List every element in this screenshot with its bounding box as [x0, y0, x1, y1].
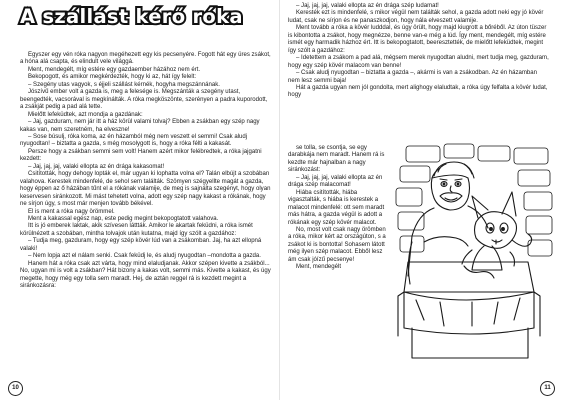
- paragraph: No, most volt csak nagy örömben a róka, mikor kért az országúton, s a zsákot ki is bontotta! Sohasem látott még ilyen szép malacot. Ebből lesz ám csak jóízű pecsenye!: [288, 226, 386, 263]
- paragraph: – Jaj, jaj, jaj, valaki ellopta az én drága szép ludamat!: [296, 3, 439, 9]
- left-page: [0, 0, 278, 400]
- paragraph: Hanem hát a róka csak azt várta, hogy mind elaludjanak. Akkor szépen kivette a zsákból... No, ugyan mi is volt a zsákban? Hát bizony a kakas volt, semmi más. Kivette a kakast, és úgy megette, hogy még egy tolla sem maradt. Hej, de aztán reggel rá is kezdett megint a siránkozásra:: [20, 260, 271, 290]
- paragraph: Ment a kakassal egész nap, este pedig megint bekopogtatott valahova.: [28, 215, 219, 222]
- paragraph: Ment tovább a róka a kövér ludddal, és úgy örült, hogy majd kiugrott a bőréből. Az úton tüszer is kibontotta a zsákot, hogy megnézze, benne van-e még a lúd. Így ment, mendegélt, míg estére ismét egy harmadik házhoz ért. Itt is bekopogtatott, beeresztették, de mielőtt lefeküdtek, megint így szólt a gazdához:: [288, 25, 547, 54]
- right-page-column-text: [288, 145, 388, 272]
- paragraph: – Sose búsulj, róka koma, az én házamból még nem veszett el semmi! Csak aludj nyugodtan! – biztatta a gazda, s még mosolygott is, hogy a róka félti a kakasát.: [20, 133, 248, 148]
- paragraph: – Szegény utas vagyok, s éjjeli szállást kérnék, hogyha megszánnának.: [28, 81, 220, 88]
- page-gutter: [279, 0, 280, 400]
- story-title: A szállást kérő róka: [20, 5, 243, 28]
- paragraph: Hiába csitították, hiába vigasztalták, s hiába is kerestek a malacot mindenfelé: ott sem maradt más hátra, a gazda végül is adott a rókának egy szép kövér malacot.: [288, 189, 385, 226]
- page-number: 10: [8, 381, 23, 396]
- paragraph: El is ment a róka nagy örömmel.: [28, 208, 115, 215]
- brick-wall: [396, 144, 552, 256]
- paragraph: se tolla, se csontja, se egy darabkája nem maradt. Hanem rá is kezdte már hajnalban a nagy siránkozást:: [288, 145, 385, 174]
- right-page-text: [288, 3, 550, 100]
- paragraph: – Nem lopja azt el nálam senki. Csak feküdj le, és aludj nyugodtan –mondotta a gazda.: [28, 253, 261, 260]
- left-page-text: [20, 52, 272, 291]
- paragraph: – Csak aludj nyugodtan – biztatta a gazda –, akármi is van a zsákodban. Az én házamban nem lesz semmi baja!: [288, 70, 538, 84]
- page-number: 11: [540, 381, 555, 396]
- paragraph: – Jaj, gazduram, nem jár itt a ház körül valami tolvaj? Ebben a zsákban egy szép nagy kakas van, nem szeretném, ha elveszne!: [20, 119, 260, 133]
- paragraph: – Jaj, jaj, jaj, valaki ellopta az én drága kakasomat!: [28, 163, 165, 170]
- fox-figure: [462, 192, 532, 270]
- paragraph: Persze hogy a zsákban semmi sem volt! Hanem azért mikor felébredtek, a róka jajgatni kezdett:: [20, 148, 262, 163]
- paragraph: Mielőtt lefeküdtek, azt mondja a gazdának:: [28, 111, 143, 118]
- man-and-fox-illustration: [394, 142, 554, 368]
- paragraph: – Jaj, jaj, jaj, valaki ellopta az én drága szép malacomat!: [288, 174, 383, 189]
- paragraph: Itt is jó emberek laktak, akik szívesen láttták. Amikor le akartak feküdni, a róka ismét körülnézett a szobában, mintha tolvajok után kutatna, majd így szólt a gazdához:: [20, 223, 253, 237]
- paragraph: Ment, mendegélt: [296, 264, 342, 271]
- paragraph: Keresték ezt is mindenfelé, s mikor végül nem találták sehol, a gazda adott neki egy jó kövér ludat, csak ne sírjon és ne panaszkodjon, hogy nála elveszett valamije.: [288, 10, 544, 24]
- paragraph: – Idetettem a zsákom a pad alá, mégsem merek nyugodtan aludni, mert tudja meg, gazduram, hogy egy szép kövér malacom van benne!: [288, 55, 549, 69]
- paragraph: Bekopogott, és amikor megkérdezték, hogy ki az, hát így felelt:: [28, 74, 197, 81]
- paragraph: Ment, mendegélt, míg estére egy gazdaember házához nem ért.: [28, 66, 201, 73]
- paragraph: Egyszer egy vén róka nagyon megéhezett egy kis pecsenyére. Fogott hát egy üres zsákot, a hóna alá csapta, és elindult vele világgá.: [20, 52, 271, 66]
- paragraph: Hát a gazda ugyan nem jól gondolta, mert alighogy elaludtak, a róka úgy felfalta a kövér ludat, hogy: [288, 84, 548, 99]
- bed-frame: [398, 262, 540, 358]
- paragraph: Csitították, hogy dehogy lopták el, már ugyan ki lophatta volna el? Talán elbújt a szobában valahova. Kerestek mindenfelé, de sehol sem találták. Szömyen szégyellte magát a gazda, hogy éppen az ő házában tűnt el a rókának valamije, de meg is sajnálta szegényt, hogy olyan keservesen siránkozott. Mi mást tehetett volna, adott egy szép nagy kakast a rókának, hogy ne sírjon úgy, s most már menjen tovább békével.: [20, 171, 271, 208]
- paragraph: Jószívű ember volt a gazda is, meg a felesége is. Megszánták a szegény utast, beengedték, vacsorával is megkínálták. A róka megköszönte, szerényen a padra kuporodott, a zsákját pedig a pad alá tette.: [20, 89, 268, 111]
- paragraph: – Tudja meg, gazduram, hogy egy szép kövér lúd van a zsákomban. Jaj, ha azt ellopná valaki!: [20, 238, 262, 252]
- right-page: [284, 0, 562, 400]
